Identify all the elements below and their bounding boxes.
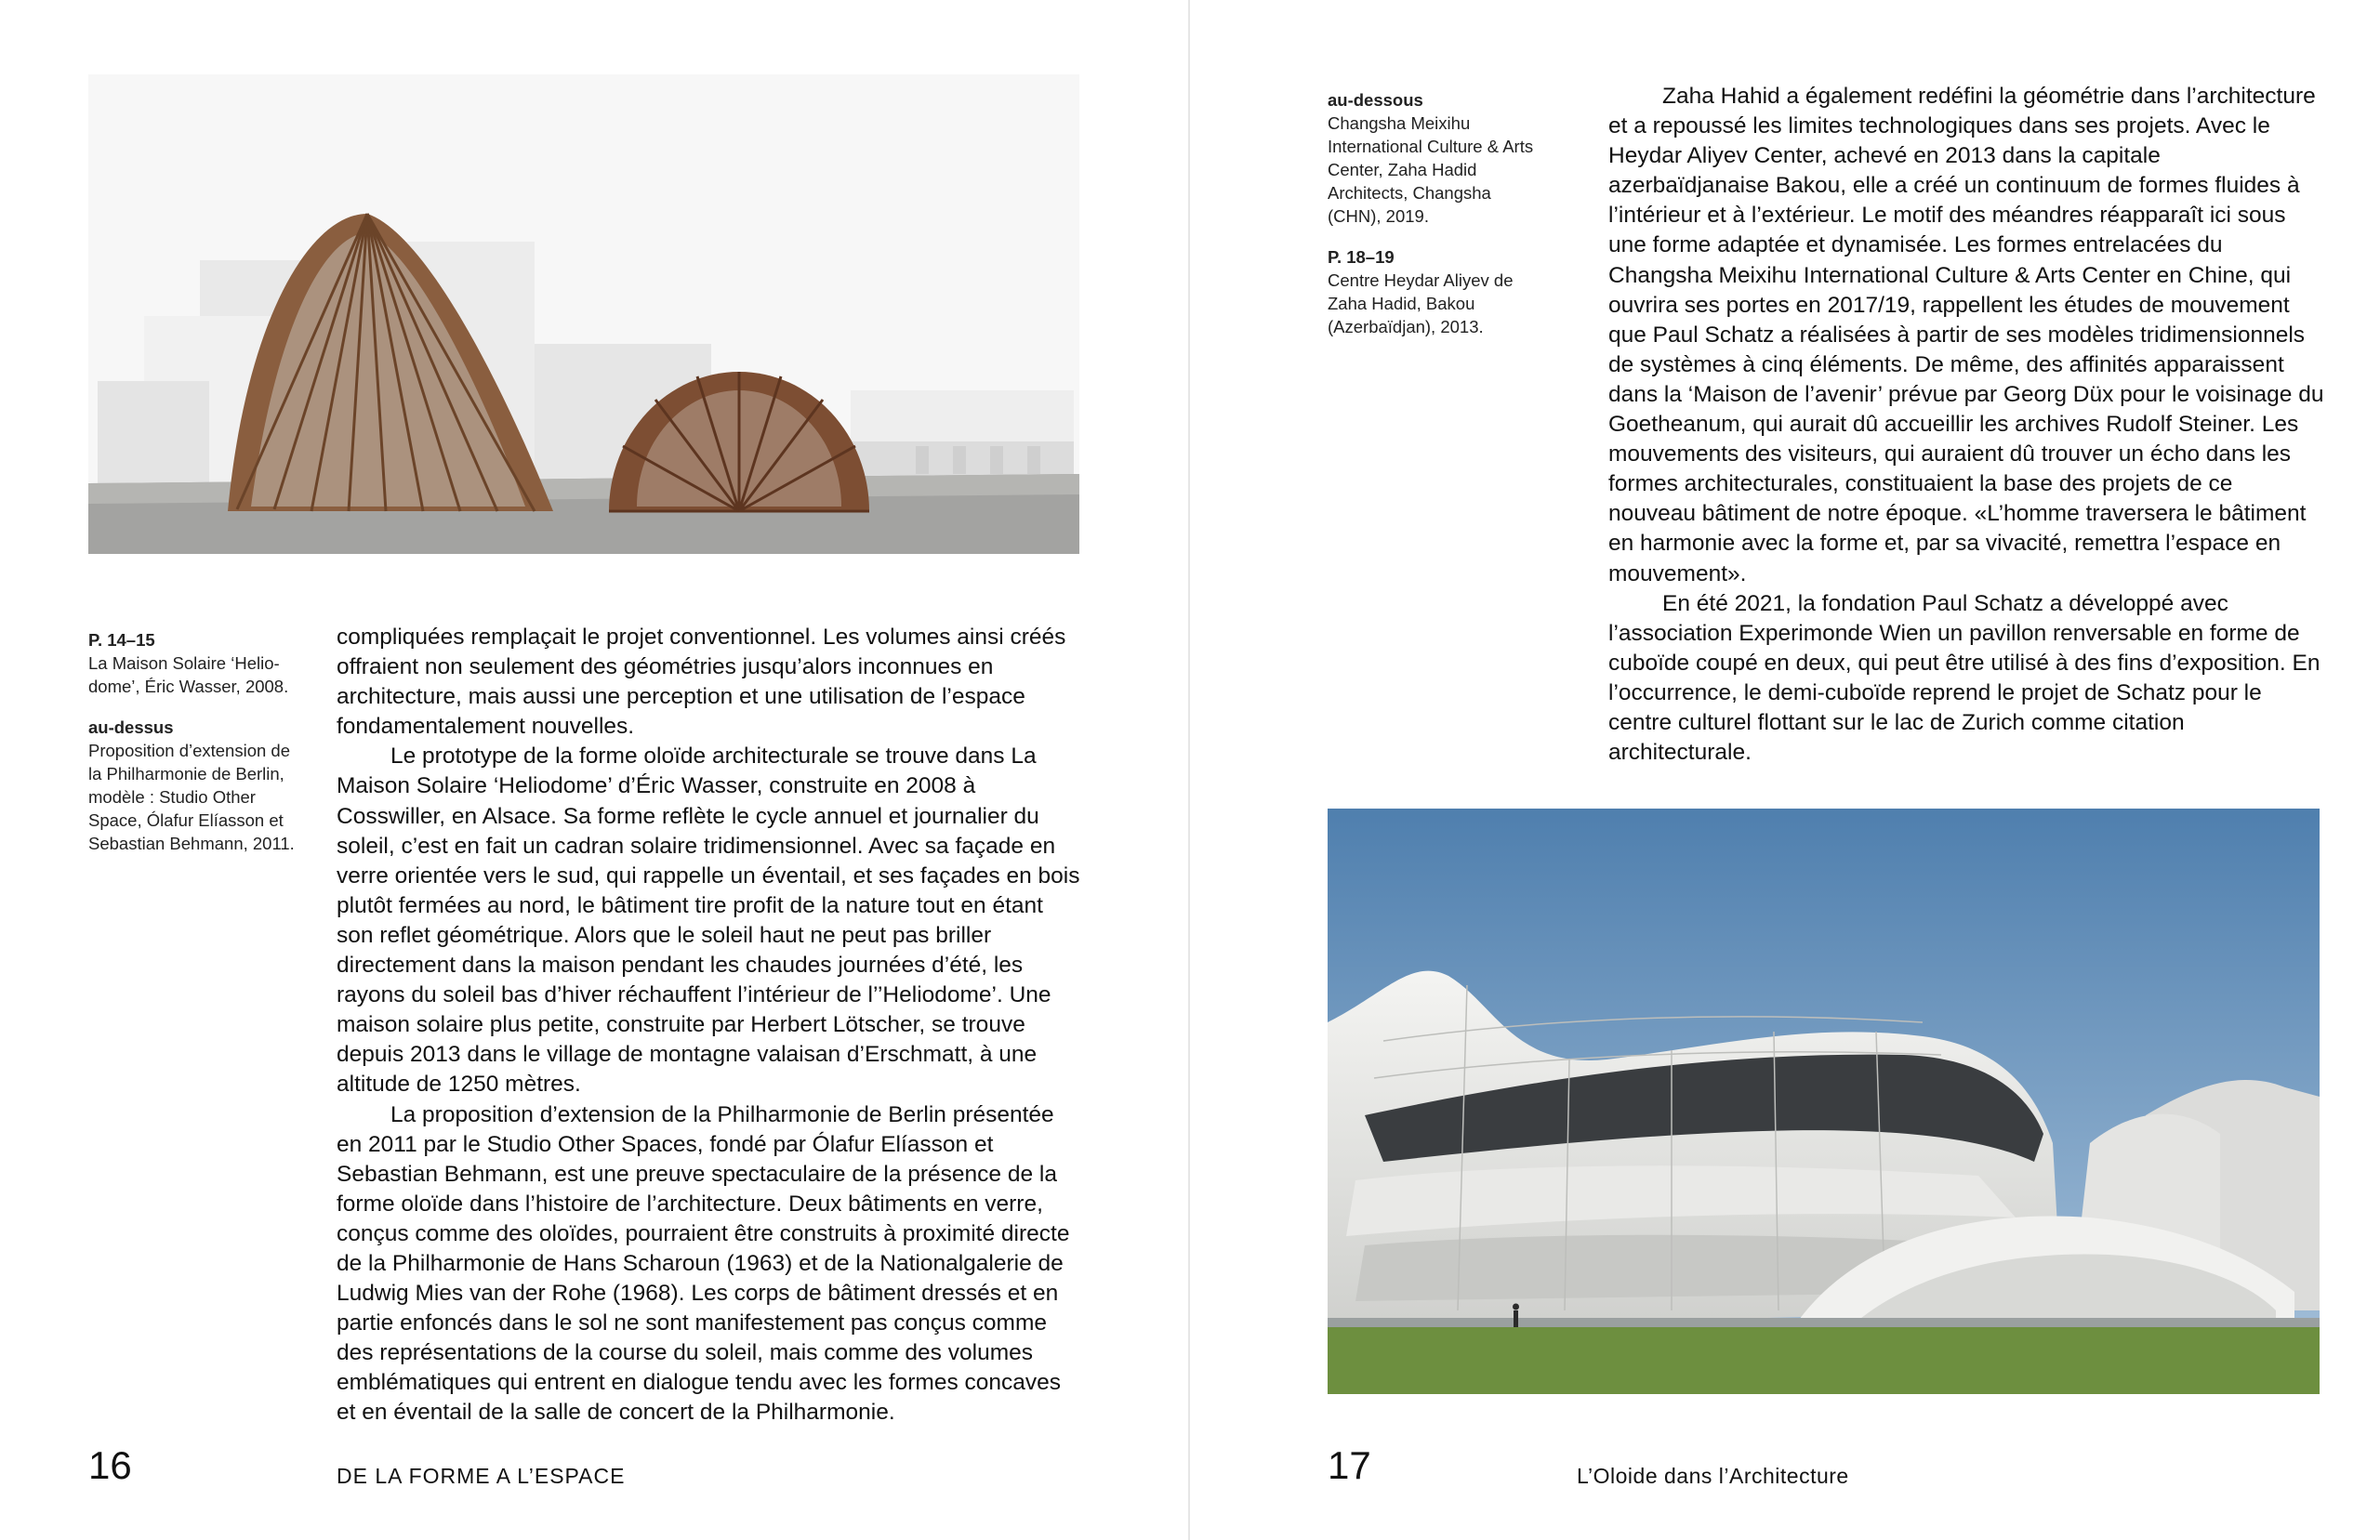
paragraph: compliquées remplaçait le projet conventionnel. Les volumes ainsi créés offraient non seulement des géométries jusqu’alors inconnues en architecture, mais aussi une perception et une utilisation de l’espace fondamentalement nouvelles. [337, 625, 1066, 740]
photo-philharmonie-model-image [88, 74, 1079, 554]
paragraph: En été 2021, la fondation Paul Schatz a développé avec l’association Experimonde Wien un pavillon renversable en forme de cuboïde coupé en deux, qui peut être utilisé à des fins d’exposition. En l’occurrence, le demi-cuboïde reprend le projet de Schatz pour le centre culturel flottant sur le lac de Zurich comme citation architecturale. [1608, 590, 2320, 766]
photo-philharmonie-model [88, 74, 1079, 554]
page-number-right: 17 [1328, 1443, 1371, 1487]
caption-ref: P. 14–15 [88, 630, 155, 650]
caption-ref: au-dessus [88, 717, 174, 737]
caption-ref: au-dessous [1328, 90, 1423, 110]
paragraph: Zaha Hahid a également redéfini la géométrie dans l’architecture et a repoussé les limites technologiques dans ses projets. Avec le Heydar Aliyev Center, achevé en 2013 dans la capitale azerbaïdjanaise Bakou, elle a créé un continuum de formes fluides à l’intérieur et à l’extérieur. Le motif des méandres réapparaît ici sous une forme adaptée et dynamisée. Les formes entrelacées du Changsha Meixihu International Culture & Arts Center en Chine, qui ouvrira ses portes en 2017/19, rappellent les études de mouvement que Paul Schatz a réalisées à partir de ses modèles tridimensionnels de systèmes à cinq éléments. De même, des affinités apparaissent dans la ‘Maison de l’avenir’ prévue par Georg Düx pour le voisinage du Goetheanum, qui aurait dû accueillir les archives Rudolf Steiner. Les mouvements des visiteurs, qui auraient dû trouver un écho dans les formes architecturales, constituaient la base des projets de ce nouveau bâtiment de notre époque. «L’homme traversera le bâtiment en harmonie avec la forme et, par sa vivacité, remettra l’espace en mouvement». [1608, 84, 2324, 586]
caption-block-left [88, 628, 298, 855]
caption-text: Changsha Meixihu International Culture & Arts Center, Zaha Hadid Architects, Changsha (CHN), 2019. [1328, 113, 1534, 226]
paragraph: Le prototype de la forme oloïde architecturale se trouve dans La Maison Solaire ‘Heliodome’ d’Éric Wasser, construite en 2008 à Cosswiller, en Alsace. Sa forme reflète le cycle annuel et journalier du soleil, c’est en fait un cadran solaire tridimensionnel. Avec sa façade en verre orientée vers le sud, qui rappelle un éventail, et ses façades en bois plutôt fermées au nord, le bâtiment tire profit de la nature tout en étant son reflet géométrique. Alors que le soleil haut ne peut pas briller directement dans la maison pendant les chaudes journées d’été, les rayons du soleil bas d’hiver réchauffent l’intérieur de l’’Heliodome’. Une maison solaire plus petite, construite par Herbert Lötscher, se trouve depuis 2013 dans le village de montagne valaisan d’Erschmatt, à une altitude de 1250 mètres. [337, 744, 1080, 1098]
page-gutter [1188, 0, 1190, 1540]
caption-ref: P. 18–19 [1328, 247, 1395, 267]
photo-changsha-meixihu-image [1328, 809, 2320, 1394]
running-title-left: DE LA FORME A L’ESPACE [337, 1464, 626, 1488]
running-title-right: L’Oloide dans l’Architecture [1577, 1464, 1849, 1488]
caption-text: Proposition d’extension de la Philharmonie de Berlin, modèle : Studio Other Space, Ólafur Elíasson et Sebastian Behmann, 2011. [88, 741, 295, 853]
photo-changsha-meixihu [1328, 809, 2320, 1394]
caption-text: Centre Heydar Aliyev de Zaha Hadid, Bakou (Azerbaïdjan), 2013. [1328, 270, 1514, 336]
paragraph: La proposition d’extension de la Philharmonie de Berlin présentée en 2011 par le Studio Other Spaces, fondé par Ólafur Elíasson et Sebastian Behmann, est une preuve spectaculaire de la présence de la forme oloïde dans l’histoire de l’architecture. Deux bâtiments en verre, conçus comme des oloïdes, pourraient être construits à proximité directe de la Philharmonie de Hans Scharoun (1963) et de la Nationalgalerie de Ludwig Mies van der Rohe (1968). Les corps de bâtiment dressés et en partie enfoncés dans le sol ne sont manifestement pas conçus comme des représentations de la course du soleil, mais comme des volumes emblématiques qui entrent en dialogue tendu avec les formes concaves et en éventail de la salle de concert de la Philharmonie. [337, 1101, 1070, 1426]
caption-text: La Maison Solaire ‘Helio-dome’, Éric Wasser, 2008. [88, 653, 289, 696]
page-number-left: 16 [88, 1443, 132, 1487]
caption-block-right [1328, 88, 1546, 338]
body-text-left [337, 623, 1080, 1428]
body-text-right [1608, 82, 2324, 768]
